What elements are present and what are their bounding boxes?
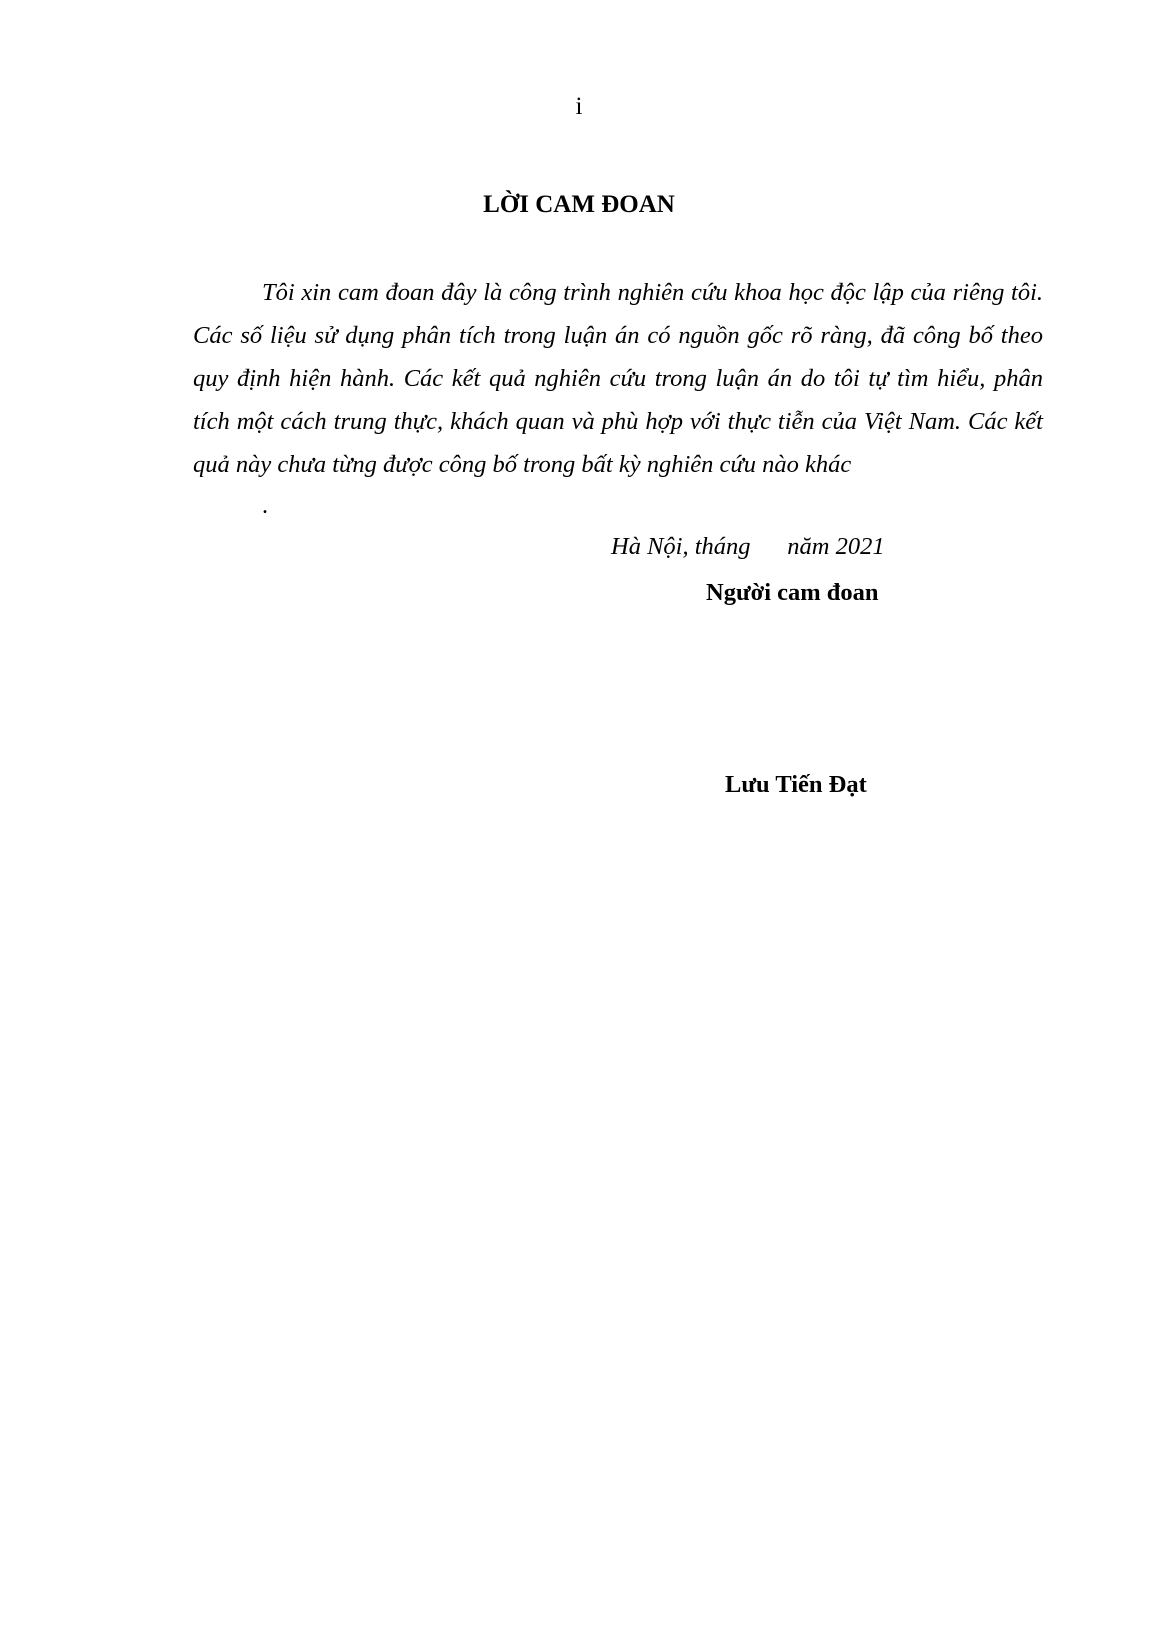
page-number: i — [575, 93, 583, 120]
place-date-line: Hà Nội, tháng năm 2021 — [611, 533, 885, 560]
signer-role: Người cam đoan — [706, 579, 879, 606]
declaration-paragraph: Tôi xin cam đoan đây là công trình nghiên cứu khoa học độc lập của riêng tôi. Các số liệu sử dụng phân tích trong luận án có nguồn gốc rõ ràng, đã công bố theo quy định hiện hành. Các kết quả nghiên cứu trong luận án do tôi tự tìm hiểu, phân tích một cách trung thực, khách quan và phù hợp với thực tiễn của Việt Nam. Các kết quả này chưa từng được công bố trong bất kỳ nghiên cứu nào khác — [193, 279, 1043, 478]
signer-name: Lưu Tiến Đạt — [725, 771, 867, 798]
page-title: LỜI CAM ĐOAN — [483, 191, 675, 218]
stray-period: . — [262, 493, 268, 519]
